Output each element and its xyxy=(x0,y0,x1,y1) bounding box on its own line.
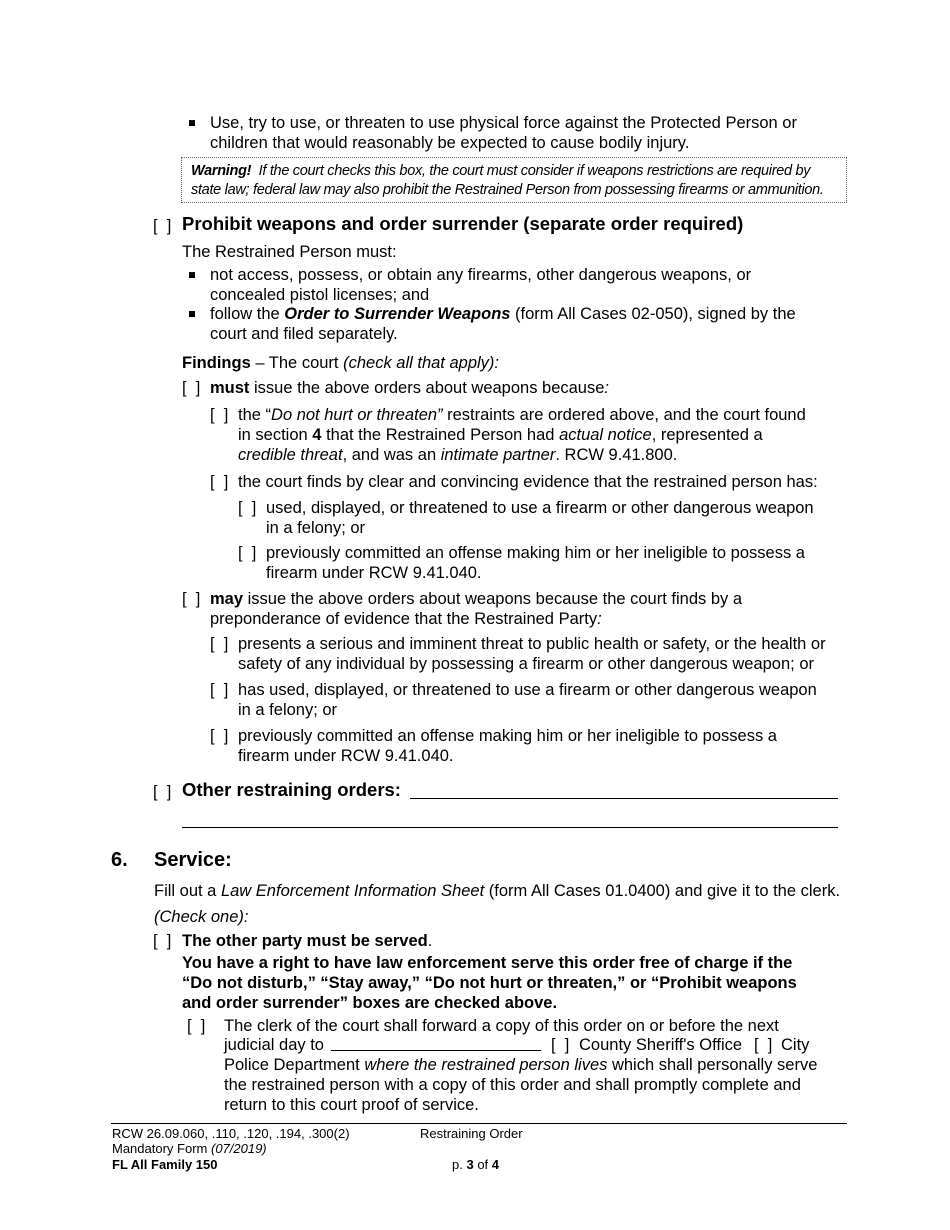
service-title: Service: xyxy=(154,849,232,871)
weapons-bullet1-line1: not access, possess, or obtain any firearms, other dangerous weapons, or xyxy=(210,266,752,284)
other-orders-field-line2[interactable] xyxy=(182,827,838,828)
weapons-bullet2-line2: court and filed separately. xyxy=(210,325,398,343)
served-checkbox[interactable]: [ ] xyxy=(153,932,172,950)
weapons-bullet1-line2: concealed pistol licenses; and xyxy=(210,286,430,304)
right-line2: “Do not disturb,” “Stay away,” “Do not hurt or threaten,” or “Prohibit weapons xyxy=(182,974,797,992)
may-threat-line2: safety of any individual by possessing a firearm or other dangerous weapon; or xyxy=(238,655,814,673)
footer-form-id: FL All Family 150 xyxy=(112,1157,218,1172)
clerk-line1: The clerk of the court shall forward a copy of this order on or before the next xyxy=(224,1017,779,1035)
must-line: must issue the above orders about weapons because: xyxy=(210,379,610,397)
footer-title: Restraining Order xyxy=(420,1126,523,1141)
may-offense-line1: previously committed an offense making him or her ineligible to possess a xyxy=(238,727,777,745)
weapons-title: Prohibit weapons and order surrender (separate order required) xyxy=(182,213,744,234)
may-offense-checkbox[interactable]: [ ] xyxy=(210,727,229,745)
bullet-marker xyxy=(189,272,195,278)
warning-label: Warning! xyxy=(191,163,252,179)
other-orders-field-line1[interactable] xyxy=(410,798,838,799)
warning-text-1: If the court checks this box, the court must consider if weapons restrictions are required by xyxy=(258,163,811,179)
must-hurt-line3: credible threat, and was an intimate partner. RCW 9.41.800. xyxy=(238,446,678,464)
other-orders-title: Other restraining orders: xyxy=(182,779,401,800)
may-felony-line2: in a felony; or xyxy=(238,701,338,719)
may-line2: preponderance of evidence that the Restrained Party: xyxy=(210,610,602,628)
sheriff-label: County Sheriff's Office xyxy=(579,1036,743,1054)
other-orders-checkbox[interactable]: [ ] xyxy=(153,783,172,801)
must-clear-checkbox[interactable]: [ ] xyxy=(210,473,229,491)
must-hurt-line1: the “Do not hurt or threaten” restraints are ordered above, and the court found xyxy=(238,406,806,424)
bullet-marker xyxy=(189,311,195,317)
city-checkbox[interactable]: [ ] xyxy=(754,1036,773,1054)
weapons-intro: The Restrained Person must: xyxy=(182,243,397,261)
footer-rcw: RCW 26.09.060, .110, .120, .194, .300(2) xyxy=(112,1126,350,1141)
right-line3: and order surrender” boxes are checked above. xyxy=(182,994,558,1012)
must-offense-checkbox[interactable]: [ ] xyxy=(238,544,257,562)
surrender-form-name: Order to Surrender Weapons xyxy=(284,305,511,323)
city-label: City xyxy=(781,1036,810,1054)
may-checkbox[interactable]: [ ] xyxy=(182,590,201,608)
clerk-county-field[interactable] xyxy=(331,1050,541,1051)
physical-force-line1: Use, try to use, or threaten to use physical force against the Protected Person or xyxy=(210,114,797,132)
footer-rule xyxy=(111,1123,847,1124)
must-felony-line1: used, displayed, or threatened to use a firearm or other dangerous weapon xyxy=(266,499,814,517)
may-offense-line2: firearm under RCW 9.41.040. xyxy=(238,747,454,765)
weapons-checkbox[interactable]: [ ] xyxy=(153,217,172,235)
right-line1: You have a right to have law enforcement serve this order free of charge if the xyxy=(182,954,793,972)
warning-box xyxy=(181,157,847,203)
section-number: 6. xyxy=(111,849,128,871)
may-threat-checkbox[interactable]: [ ] xyxy=(210,635,229,653)
may-line1: may issue the above orders about weapons because the court finds by a xyxy=(210,590,743,608)
must-felony-line2: in a felony; or xyxy=(266,519,366,537)
findings-line: Findings – The court (check all that apply): xyxy=(182,354,499,372)
must-offense-line1: previously committed an offense making him or her ineligible to possess a xyxy=(266,544,805,562)
sheriff-checkbox[interactable]: [ ] xyxy=(551,1036,570,1054)
clerk-line2: judicial day to xyxy=(224,1036,324,1054)
check-one: (Check one): xyxy=(154,908,249,926)
physical-force-line2: children that would reasonably be expected to cause bodily injury. xyxy=(210,134,690,152)
clerk-line5: return to this court proof of service. xyxy=(224,1096,479,1114)
must-felony-checkbox[interactable]: [ ] xyxy=(238,499,257,517)
may-threat-line1: presents a serious and imminent threat to public health or safety, or the health or xyxy=(238,635,826,653)
must-hurt-checkbox[interactable]: [ ] xyxy=(210,406,229,424)
service-fill-line: Fill out a Law Enforcement Information Sheet (form All Cases 01.0400) and give it to the clerk. xyxy=(154,882,841,900)
weapons-bullet2-line1: follow the Order to Surrender Weapons (form All Cases 02-050), signed by the xyxy=(210,305,796,323)
warning-text-2: state law; federal law may also prohibit the Restrained Person from possessing firearms or ammunition. xyxy=(191,182,824,198)
footer-mandatory: Mandatory Form (07/2019) xyxy=(112,1141,267,1156)
footer-page: p. 3 of 4 xyxy=(452,1157,500,1172)
may-felony-line1: has used, displayed, or threatened to use a firearm or other dangerous weapon xyxy=(238,681,817,699)
clerk-line3: Police Department where the restrained person lives which shall personally serve xyxy=(224,1056,818,1074)
clerk-checkbox[interactable]: [ ] xyxy=(187,1017,206,1035)
clerk-line4: the restrained person with a copy of this order and shall promptly complete and xyxy=(224,1076,801,1094)
may-felony-checkbox[interactable]: [ ] xyxy=(210,681,229,699)
bullet-marker xyxy=(189,120,195,126)
served-title: The other party must be served. xyxy=(182,932,433,950)
must-offense-line2: firearm under RCW 9.41.040. xyxy=(266,564,482,582)
must-checkbox[interactable]: [ ] xyxy=(182,379,201,397)
must-clear-line: the court finds by clear and convincing evidence that the restrained person has: xyxy=(238,473,818,491)
must-hurt-line2: in section 4 that the Restrained Person had actual notice, represented a xyxy=(238,426,763,444)
